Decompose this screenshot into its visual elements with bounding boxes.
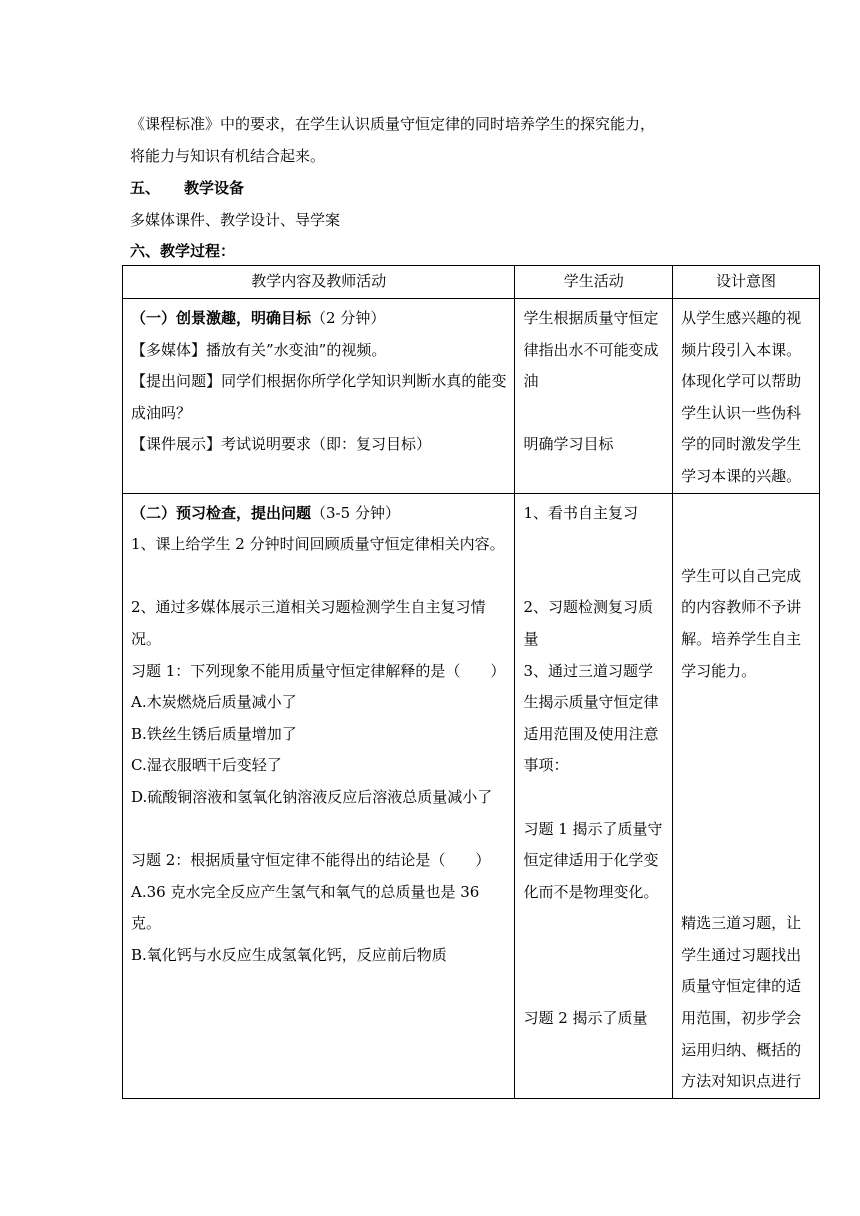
row1-intent-cell (673, 299, 820, 494)
exercise-2-option-b: B.氧化钙与水反应生成氢氧化钙，反应前后物质 (131, 945, 447, 964)
section-5-content: 多媒体课件、教学设计、导学案 (130, 211, 341, 229)
intro-line-1: 《课程标准》中的要求，在学生认识质量守恒定律的同时培养学生的探究能力， (130, 115, 656, 133)
row2-student-cell (515, 493, 673, 1098)
row1-title: （一）创景激趣，明确目标 (131, 309, 312, 327)
header-design-intent: 设计意图 (673, 266, 820, 299)
table-row (123, 299, 820, 494)
exercise-2: 习题 2：根据质量守恒定律不能得出的结论是（ ） (131, 851, 491, 870)
row2-student-4: 习题 1 揭示了质量守恒定律适用于化学变化而不是物理变化。 (523, 819, 663, 901)
row2-teacher-cell (123, 493, 515, 1098)
row1-intent: 从学生感兴趣的视频片段引入本课。体现化学可以帮助学生认识一些伪科学的同时激发学生学习本课的兴趣。 (681, 309, 802, 485)
row2-time: （3-5 分钟） (311, 503, 400, 522)
section-5-number: 五、 (130, 179, 161, 197)
section-6-heading: 六、教学过程： (130, 242, 236, 260)
row1-teacher-2: 【提出问题】同学们根据你所学化学知识判断水真的能变成油吗？ (131, 372, 507, 422)
table-header-row (123, 266, 820, 299)
row2-student-5: 习题 2 揭示了质量 (523, 1009, 648, 1028)
row2-student-1: 1、看书自主复习 (523, 503, 638, 522)
row1-teacher-cell (123, 299, 515, 494)
row1-student-cell (515, 299, 673, 494)
exercise-1-option-c: C.湿衣服晒干后变轻了 (131, 756, 282, 775)
row2-teacher-2: 2、通过多媒体展示三道相关习题检测学生自主复习情况。 (131, 598, 486, 648)
row2-student-3: 3、通过三道习题学生揭示质量守恒定律适用范围及使用注意事项： (523, 661, 659, 775)
teaching-process-table (122, 265, 820, 1099)
table-row (123, 493, 820, 1098)
row2-intent-2: 精选三道习题，让学生通过习题找出质量守恒定律的适用范围，初步学会运用归纳、概括的方法对知识点进行 (681, 914, 802, 1091)
header-student-activity: 学生活动 (515, 266, 673, 299)
exercise-1-option-b: B.铁丝生锈后质量增加了 (131, 724, 297, 743)
row1-student-2: 明确学习目标 (523, 435, 614, 454)
row2-intent-cell (673, 493, 820, 1098)
row1-student-1: 学生根据质量守恒定律指出水不可能变成油 (523, 309, 659, 391)
row2-intent-1: 学生可以自己完成的内容教师不予讲解。培养学生自主学习能力。 (681, 566, 802, 680)
header-teacher-activity: 教学内容及教师活动 (123, 266, 515, 299)
exercise-1-option-a: A.木炭燃烧后质量减小了 (131, 693, 297, 712)
row2-teacher-1: 1、课上给学生 2 分钟时间回顾质量守恒定律相关内容。 (131, 535, 505, 554)
row1-time: （2 分钟） (311, 309, 386, 327)
exercise-2-option-a: A.36 克水完全反应产生氢气和氧气的总质量也是 36 克。 (131, 882, 480, 933)
row2-student-2: 2、习题检测复习质量 (523, 598, 653, 648)
row2-title: （二）预习检查，提出问题 (131, 503, 312, 522)
section-5-title: 教学设备 (184, 179, 245, 197)
section-5-heading (130, 177, 244, 198)
row1-teacher-3: 【课件展示】考试说明要求（即：复习目标） (131, 435, 432, 454)
exercise-1-option-d: D.硫酸铜溶液和氢氧化钠溶液反应后溶液总质量减小了 (131, 787, 493, 806)
intro-line-2: 将能力与知识有机结合起来。 (130, 147, 326, 165)
exercise-1: 习题 1：下列现象不能用质量守恒定律解释的是（ ） (131, 661, 506, 680)
row1-teacher-1: 【多媒体】播放有关”水变油”的视频。 (131, 340, 387, 359)
